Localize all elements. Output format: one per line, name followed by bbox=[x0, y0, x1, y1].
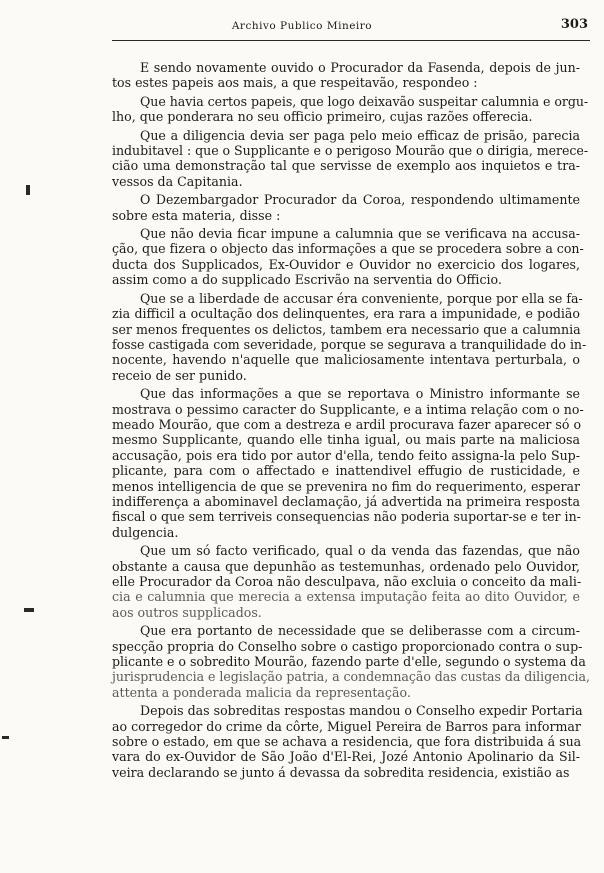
text-line: zia difficil a ocultação dos delinquentes, era rara a impunidade, e podião bbox=[112, 306, 580, 322]
margin-mark bbox=[26, 185, 30, 195]
body-text bbox=[112, 60, 590, 783]
text-line: ção, que fizera o objecto das informações a que se procedera sobre a con- bbox=[112, 241, 584, 257]
text-line: sobre o estado, em que se achava a residencia, que fora distribuida á sua bbox=[112, 734, 582, 750]
paragraph bbox=[112, 60, 580, 91]
paragraph bbox=[112, 226, 584, 288]
text-line: ser menos frequentes os delictos, tambem era necessario que a calumnia bbox=[112, 321, 581, 337]
text-line: vessos da Capitania. bbox=[112, 173, 243, 189]
paragraph bbox=[112, 127, 589, 190]
text-line: Que havia certos papeis, que logo deixavão suspeitar calumnia e orgu- bbox=[140, 93, 589, 109]
text-line: vara do ex-Ouvidor de São João d'El-Rei, Jozé Antonio Apolinario da Sil- bbox=[112, 749, 580, 765]
text-line: indubitavel : que o Supplicante e o perigoso Mourão que o dirigia, merece- bbox=[112, 143, 589, 159]
text-line: indifferença a abominavel declamação, já advertida na primeira resposta bbox=[112, 493, 580, 509]
text-line: sobre esta materia, disse : bbox=[112, 207, 281, 223]
text-line: mostrava o pessimo caracter do Supplicante, e a intima relação com o no- bbox=[112, 401, 584, 417]
text-line: cia e calumnia que merecia a extensa imputação feita ao dito Ouvidor, e bbox=[112, 589, 580, 605]
text-line: menos intelligencia de que se prevenira no fim do requerimento, esperar bbox=[112, 478, 580, 494]
paragraph bbox=[112, 386, 584, 540]
text-line: receio de ser punido. bbox=[112, 367, 247, 383]
text-line: E sendo novamente ouvido o Procurador da Fasenda, depois de jun- bbox=[140, 60, 580, 75]
text-line: Que se a liberdade de accusar éra conveniente, porque por ella se fa- bbox=[140, 290, 583, 306]
text-line: tos estes papeis aos mais, a que respeitavão, respondeo : bbox=[112, 75, 478, 91]
text-line: accusação, pois era tido por autor d'ella, tendo feito assigna-la pelo Sup- bbox=[112, 447, 580, 463]
text-line: elle Procurador da Coroa não desculpava, não excluia o conceito da mali- bbox=[112, 574, 582, 589]
text-line: attenta a ponderada malicia da representação. bbox=[112, 684, 411, 700]
text-line: fiscal o que sem terriveis consequencias não poderia suportar-se e ter in- bbox=[112, 509, 581, 525]
text-line: assim como a do supplicado Escrivão na serventia do Officio. bbox=[112, 272, 502, 288]
text-line: plicante, para com o affectado e inattendivel effugio de rusticidade, e bbox=[112, 463, 580, 479]
text-line: nocente, havendo n'aquelle que maliciosamente intentava perturbala, o bbox=[112, 352, 580, 368]
text-line: specção propria do Conselho sobre o castigo proporcionado contra o sup- bbox=[112, 638, 583, 654]
text-line: mesmo Supplicante, quando elle tinha igual, ou mais parte na maliciosa bbox=[112, 432, 580, 448]
running-header-title: Archivo Publico Mineiro bbox=[231, 20, 373, 32]
text-line: cião uma demonstração tal que servisse de exemplo aos inquietos e tra- bbox=[112, 158, 580, 174]
text-line: plicante e o sobredito Mourão, fazendo parte d'elle, segundo o systema da bbox=[112, 654, 586, 670]
margin-mark bbox=[2, 736, 9, 739]
page-number: 303 bbox=[560, 17, 588, 32]
paragraph bbox=[112, 543, 580, 620]
paragraph bbox=[112, 290, 587, 383]
paragraph bbox=[112, 703, 583, 780]
text-line: aos outros supplicados. bbox=[112, 604, 262, 620]
text-line: jurisprudencia e legislação patria, a condemnação das custas da diligencia, bbox=[112, 669, 590, 685]
text-line: fosse castigada com severidade, porque se segurava a tranquilidade do in- bbox=[112, 336, 587, 352]
text-line: Depois das sobreditas respostas mandou o Conselho expedir Portaria bbox=[140, 703, 583, 719]
text-line: lho, que ponderara no seu officio primeiro, cujas razões offerecia. bbox=[112, 109, 533, 125]
text-line: obstante a causa que depunhão as testemunhas, ordenado pelo Ouvidor, bbox=[112, 558, 580, 574]
text-line: ducta dos Supplicados, Ex-Ouvidor e Ouvidor no exercicio dos logares, bbox=[112, 256, 580, 272]
header-rule bbox=[112, 40, 590, 41]
text-line: veira declarando se junto á devassa da sobredita residencia, existião as bbox=[112, 764, 570, 780]
text-line: Que um só facto verificado, qual o da venda das fazendas, que não bbox=[140, 543, 580, 559]
text-line: Que não devia ficar impune a calumnia que se verificava na accusa- bbox=[140, 226, 580, 242]
text-line: meado Mourão, que com a destreza e ardil procurava fazer aparecer só o bbox=[112, 416, 582, 432]
text-line: O Dezembargador Procurador da Coroa, respondendo ultimamente bbox=[140, 192, 580, 208]
text-line: Que das informações a que se reportava o Ministro informante se bbox=[140, 386, 580, 402]
text-line: dulgencia. bbox=[112, 524, 179, 540]
text-line: ao corregedor do crime da côrte, Miguel Pereira de Barros para informar bbox=[112, 718, 581, 734]
paragraph bbox=[112, 93, 589, 125]
paragraph bbox=[112, 192, 580, 223]
margin-mark bbox=[24, 608, 34, 612]
paragraph bbox=[112, 623, 590, 700]
text-line: Que era portanto de necessidade que se deliberasse com a circum- bbox=[140, 623, 580, 639]
text-line: Que a diligencia devia ser paga pelo meio efficaz de prisão, parecia bbox=[140, 127, 580, 143]
